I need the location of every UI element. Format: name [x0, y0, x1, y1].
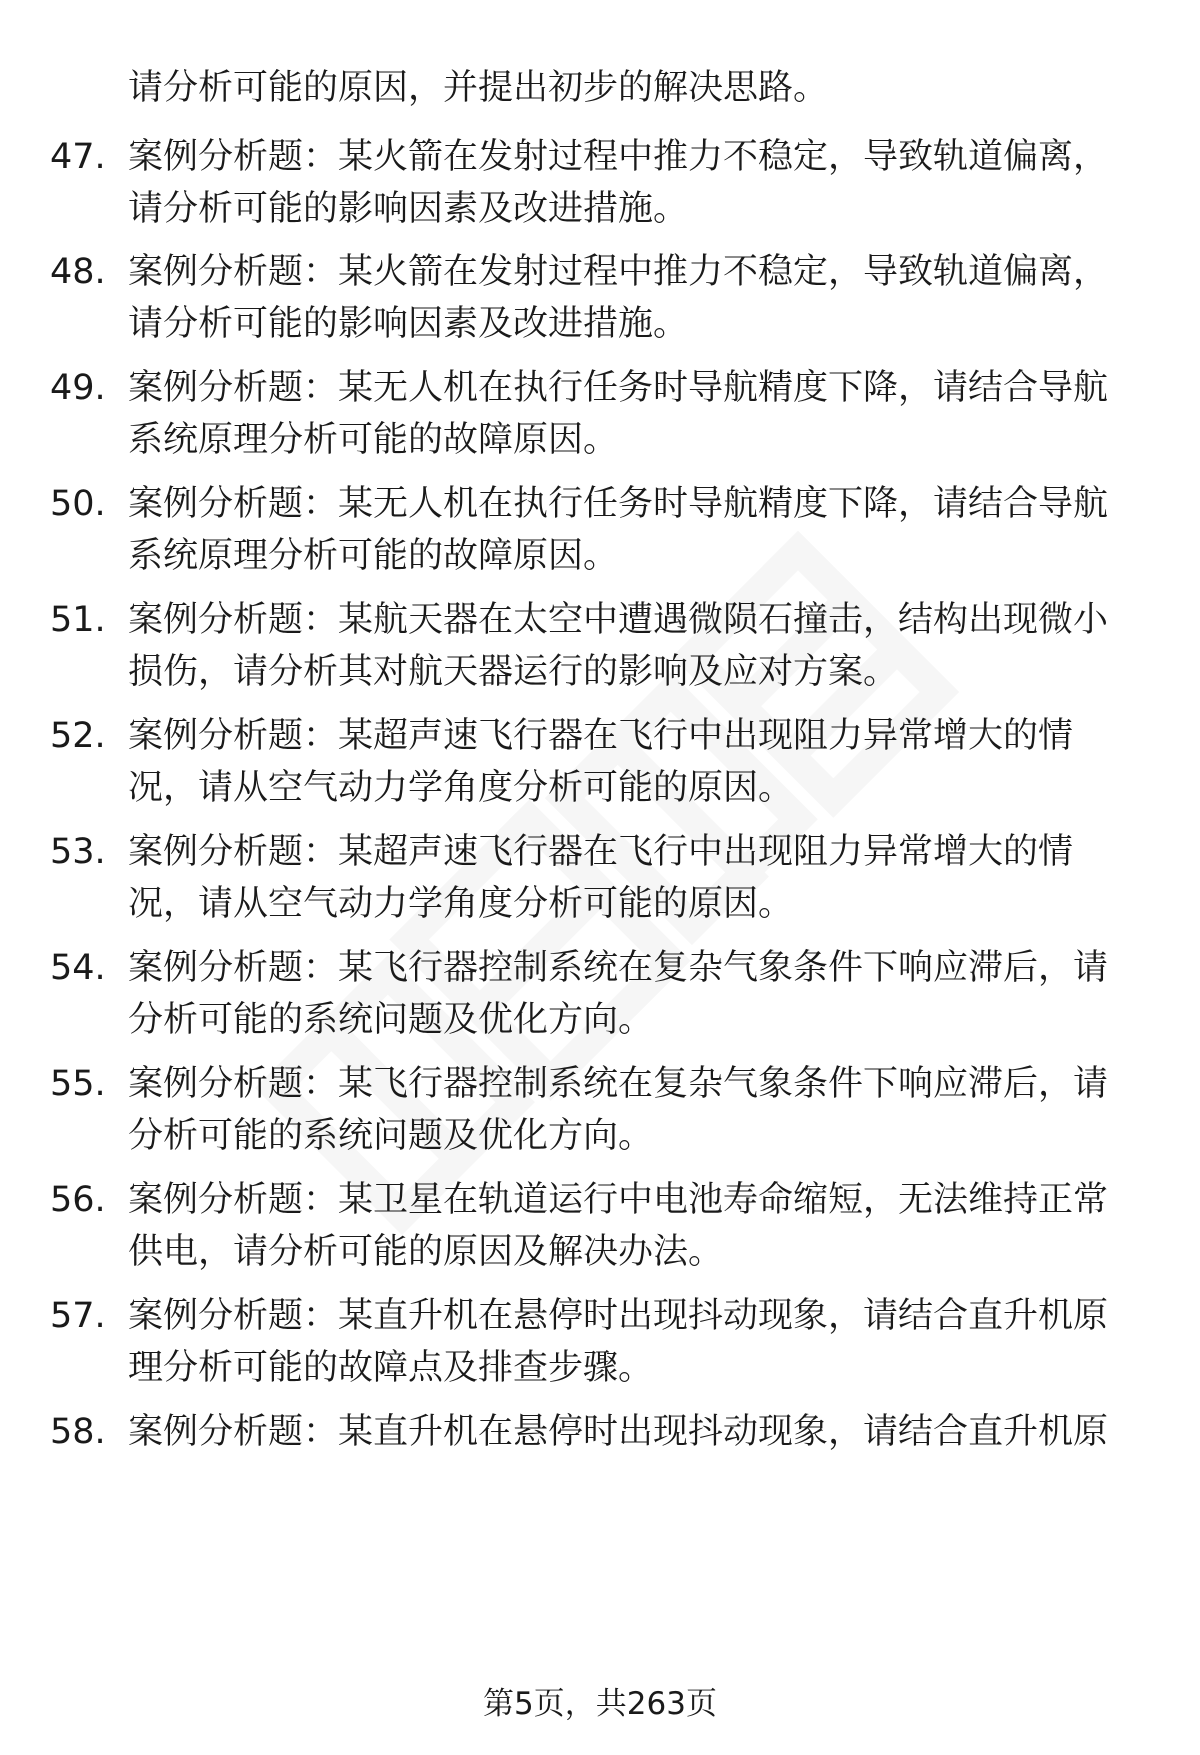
- question-text-line: 案例分析题：某直升机在悬停时出现抖动现象，请结合直升机原: [128, 1412, 1109, 1452]
- question-text-line: 案例分析题：某飞行器控制系统在复杂气象条件下响应滞后，请: [128, 948, 1109, 988]
- question-text-line: 案例分析题：某卫星在轨道运行中电池寿命缩短，无法维持正常: [128, 1180, 1109, 1220]
- question-text-line: 况，请从空气动力学角度分析可能的原因。: [128, 768, 794, 808]
- question-number: 57.: [50, 1296, 106, 1336]
- question-number: 56.: [50, 1180, 106, 1220]
- question-number: 51.: [50, 600, 106, 640]
- question-text-line: 况，请从空气动力学角度分析可能的原因。: [128, 884, 794, 924]
- question-text-line: 理分析可能的故障点及排查步骤。: [128, 1348, 654, 1388]
- carry-over-line: 请分析可能的原因，并提出初步的解决思路。: [128, 68, 829, 108]
- question-number: 55.: [50, 1064, 106, 1104]
- question-text-line: 请分析可能的影响因素及改进措施。: [128, 189, 689, 229]
- question-text-line: 案例分析题：某火箭在发射过程中推力不稳定，导致轨道偏离，: [128, 137, 1109, 177]
- question-text-line: 案例分析题：某飞行器控制系统在复杂气象条件下响应滞后，请: [128, 1064, 1109, 1104]
- page-footer: 第5页，共263页: [483, 1686, 717, 1722]
- question-number: 58.: [50, 1412, 106, 1452]
- question-text-line: 请分析可能的影响因素及改进措施。: [128, 304, 689, 344]
- question-number: 54.: [50, 948, 106, 988]
- question-text-line: 损伤，请分析其对航天器运行的影响及应对方案。: [128, 652, 899, 692]
- question-text-line: 案例分析题：某航天器在太空中遭遇微陨石撞击，结构出现微小: [128, 600, 1109, 640]
- question-text-line: 案例分析题：某直升机在悬停时出现抖动现象，请结合直升机原: [128, 1296, 1109, 1336]
- question-text-line: 分析可能的系统问题及优化方向。: [128, 1116, 654, 1156]
- question-text-line: 案例分析题：某无人机在执行任务时导航精度下降，请结合导航: [128, 484, 1109, 524]
- question-text-line: 案例分析题：某超声速飞行器在飞行中出现阻力异常增大的情: [128, 716, 1074, 756]
- question-text-line: 系统原理分析可能的故障原因。: [128, 536, 619, 576]
- question-number: 53.: [50, 832, 106, 872]
- question-number: 49.: [50, 368, 106, 408]
- question-number: 52.: [50, 716, 106, 756]
- question-text-line: 案例分析题：某超声速飞行器在飞行中出现阻力异常增大的情: [128, 832, 1074, 872]
- question-number: 48.: [50, 252, 106, 292]
- question-number: 50.: [50, 484, 106, 524]
- question-text-line: 供电，请分析可能的原因及解决办法。: [128, 1232, 724, 1272]
- question-text-line: 分析可能的系统问题及优化方向。: [128, 1000, 654, 1040]
- question-number: 47.: [50, 137, 106, 177]
- question-text-line: 系统原理分析可能的故障原因。: [128, 420, 619, 460]
- question-text-line: 案例分析题：某无人机在执行任务时导航精度下降，请结合导航: [128, 368, 1109, 408]
- question-text-line: 案例分析题：某火箭在发射过程中推力不稳定，导致轨道偏离，: [128, 252, 1109, 292]
